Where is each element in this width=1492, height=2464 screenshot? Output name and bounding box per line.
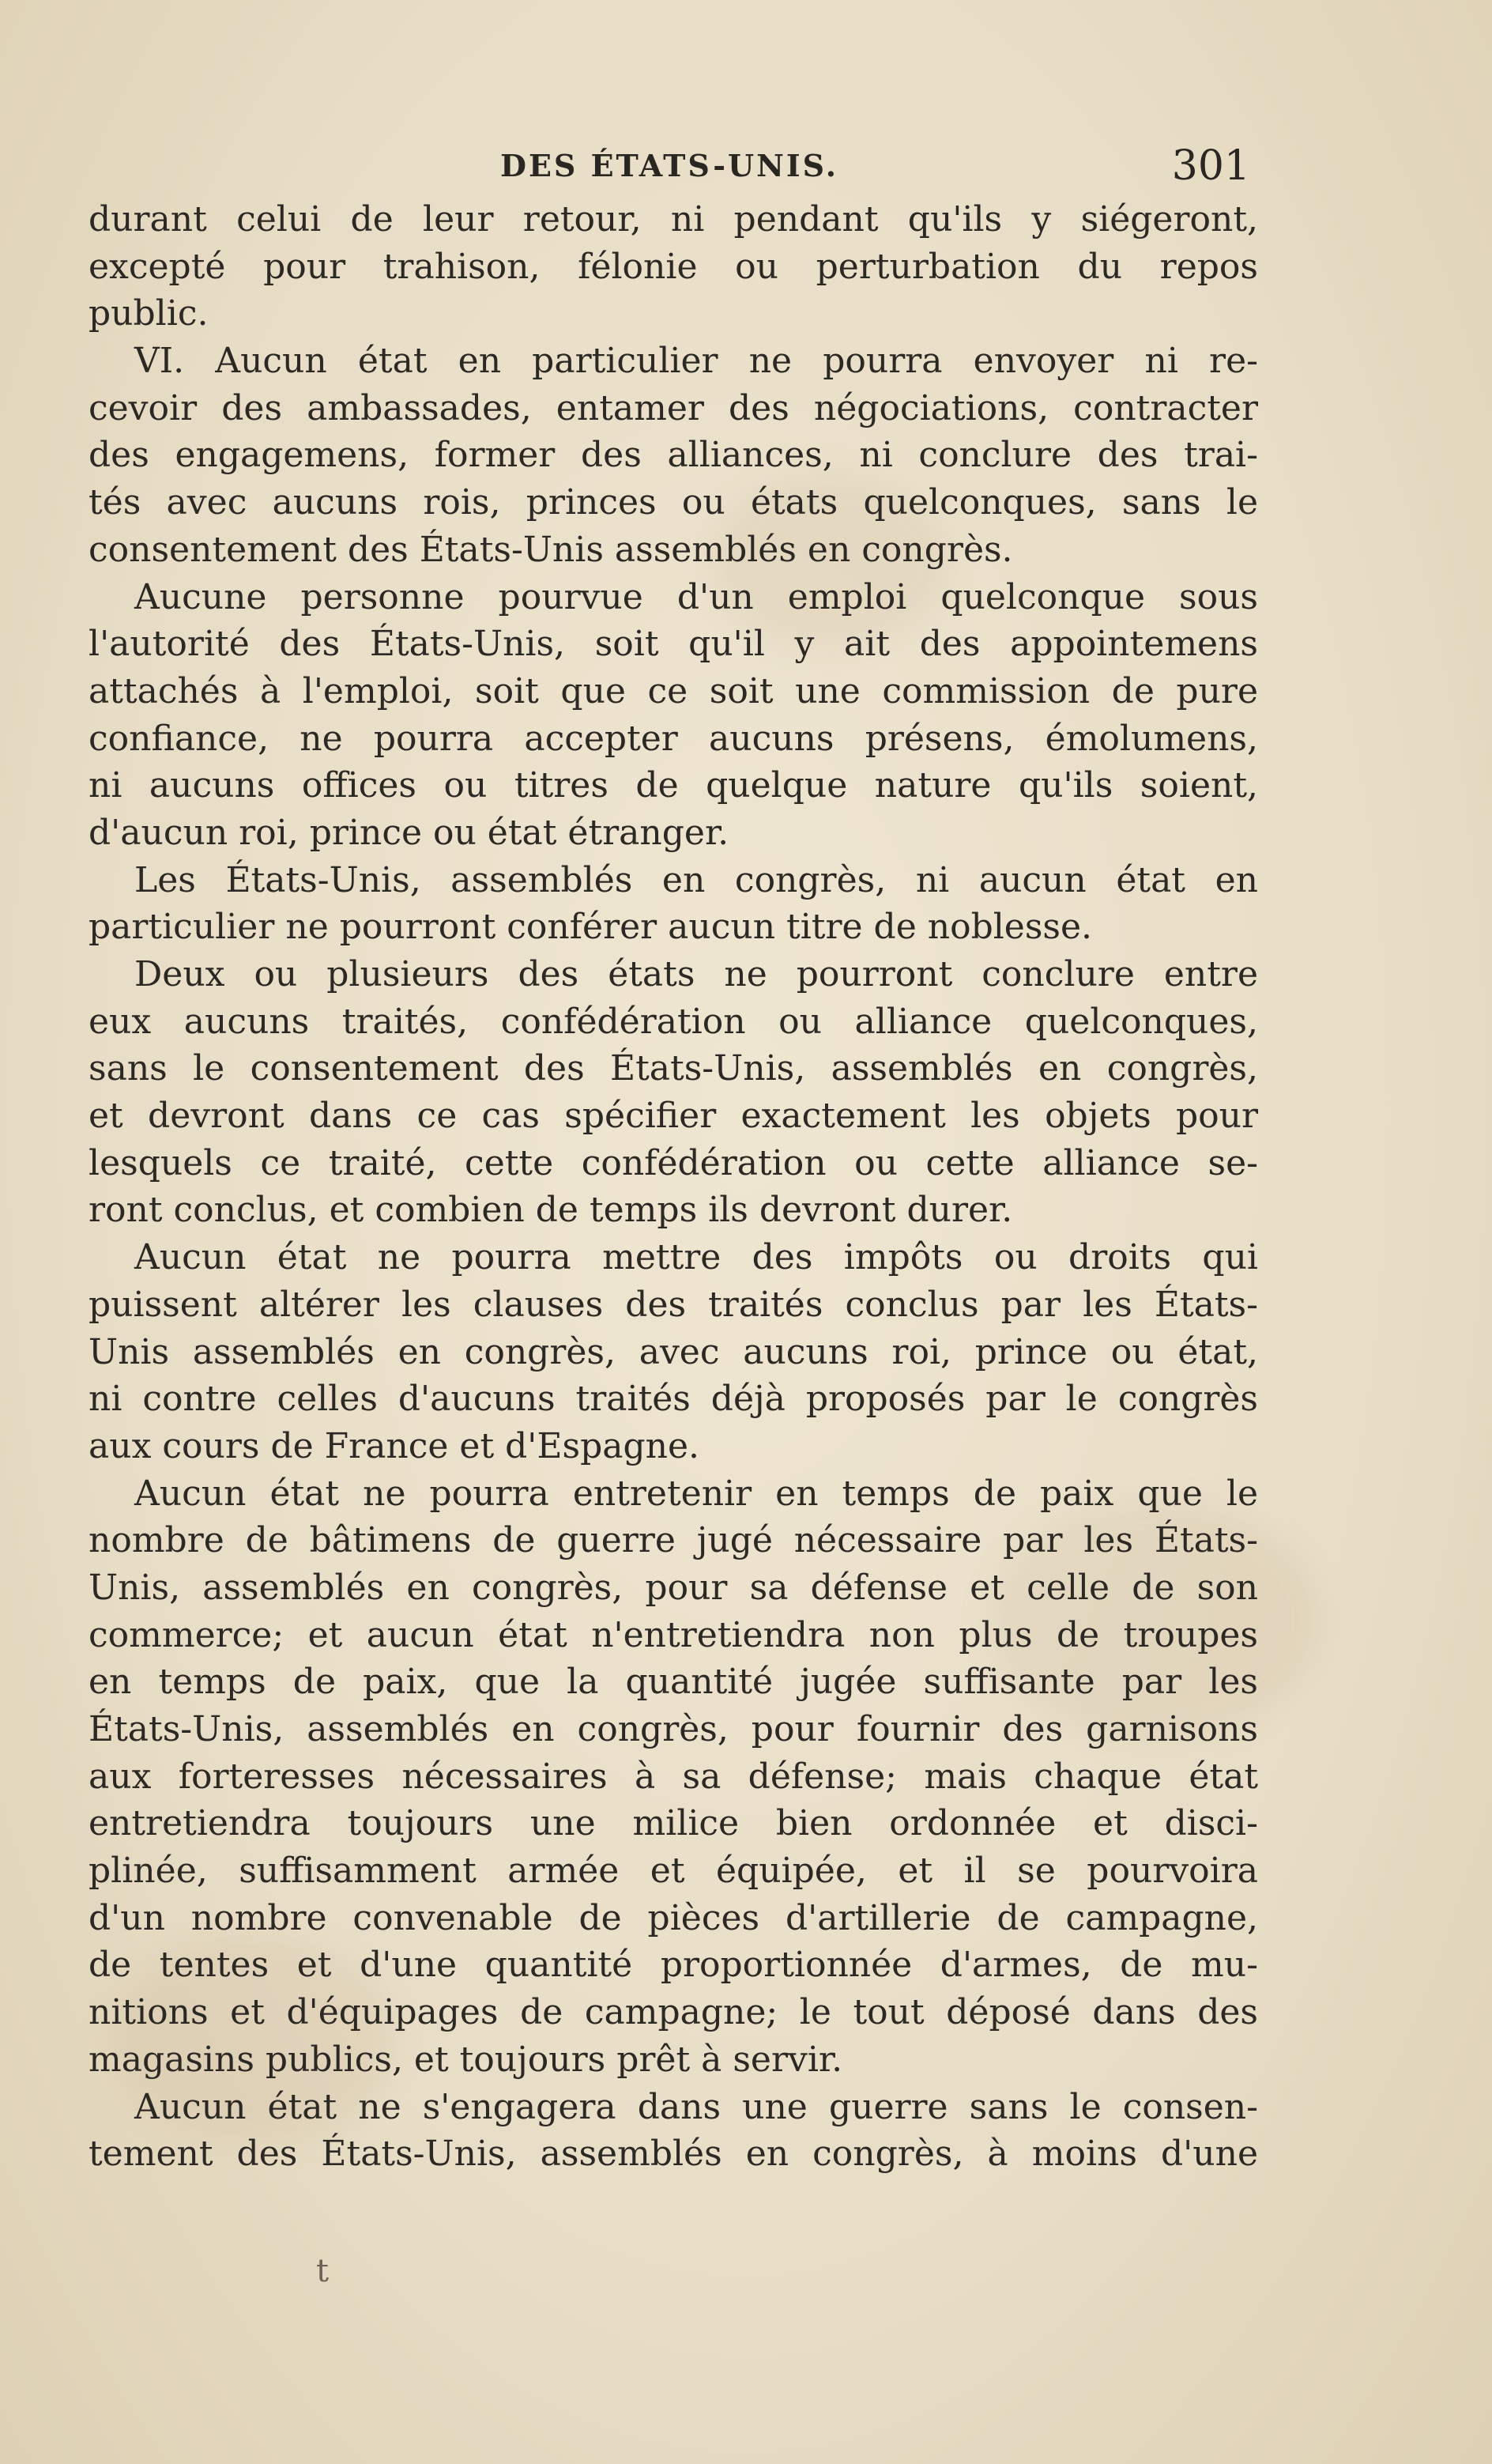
text-line: ront conclus, et combien de temps ils devront durer. <box>89 1190 1013 1231</box>
text-line: cevoir des ambassades, entamer des négociations, contracter <box>89 387 1258 428</box>
text-line: Unis, assemblés en congrès, pour sa défense et celle de son <box>89 1567 1258 1608</box>
text-line: ni contre celles d'aucuns traités déjà proposés par le congrès <box>89 1379 1258 1420</box>
text-line: particulier ne pourront conférer aucun titre de noblesse. <box>89 907 1093 948</box>
text-line: Aucun état ne pourra entretenir en temps de paix que le <box>134 1473 1258 1514</box>
text-line: Les États-Unis, assemblés en congrès, ni aucun état en <box>134 859 1258 900</box>
text-line: des engagemens, former des alliances, ni conclure des trai- <box>89 435 1258 476</box>
body-text <box>89 196 1258 2178</box>
text-line: Aucun état ne s'engagera dans une guerre sans le consen- <box>134 2086 1258 2127</box>
text-line: Deux ou plusieurs des états ne pourront conclure entre <box>134 954 1258 994</box>
page-number: 301 <box>1171 142 1250 190</box>
text-line: aux forteresses nécessaires à sa défense; mais chaque état <box>89 1756 1258 1797</box>
text-line: États-Unis, assemblés en congrès, pour fournir des garnisons <box>89 1709 1258 1749</box>
text-line: VI. Aucun état en particulier ne pourra envoyer ni re- <box>134 341 1258 382</box>
text-line: sans le consentement des États-Unis, assemblés en congrès, <box>89 1048 1258 1089</box>
text-line: attachés à l'emploi, soit que ce soit une commission de pure <box>89 670 1258 711</box>
text-line: ni aucuns offices ou titres de quelque nature qu'ils soient, <box>89 765 1258 806</box>
text-line: nombre de bâtimens de guerre jugé nécessaire par les États- <box>89 1520 1258 1561</box>
stray-mark: t <box>316 2253 330 2289</box>
text-line: de tentes et d'une quantité proportionnée d'armes, de mu- <box>89 1945 1258 1986</box>
text-line: et devront dans ce cas spécifier exactement les objets pour <box>89 1096 1258 1137</box>
text-line: Aucun état ne pourra mettre des impôts ou droits qui <box>134 1237 1258 1278</box>
text-line: tement des États-Unis, assemblés en congrès, à moins d'une <box>89 2134 1258 2175</box>
page-header <box>89 138 1250 194</box>
text-line: tés avec aucuns rois, princes ou états quelconques, sans le <box>89 482 1258 523</box>
text-line: en temps de paix, que la quantité jugée suffisante par les <box>89 1662 1258 1703</box>
text-line: puissent altérer les clauses des traités conclus par les États- <box>89 1284 1258 1325</box>
text-line: d'un nombre convenable de pièces d'artillerie de campagne, <box>89 1897 1258 1938</box>
text-line: magasins publics, et toujours prêt à servir. <box>89 2039 843 2080</box>
text-line: nitions et d'équipages de campagne; le tout déposé dans des <box>89 1992 1258 2033</box>
text-line: d'aucun roi, prince ou état étranger. <box>89 812 729 853</box>
text-line: lesquels ce traité, cette confédération ou cette alliance se- <box>89 1142 1258 1183</box>
text-line: aux cours de France et d'Espagne. <box>89 1425 700 1466</box>
text-line: commerce; et aucun état n'entretiendra non plus de troupes <box>89 1614 1258 1655</box>
text-line: consentement des États-Unis assemblés en congrès. <box>89 529 1013 570</box>
text-line: plinée, suffisamment armée et équipée, et il se pourvoira <box>89 1851 1258 1892</box>
text-line: Unis assemblés en congrès, avec aucuns roi, prince ou état, <box>89 1331 1258 1372</box>
text-line: entretiendra toujours une milice bien ordonnée et disci- <box>89 1803 1258 1844</box>
text-line: confiance, ne pourra accepter aucuns présens, émolumens, <box>89 718 1258 759</box>
text-line: Aucune personne pourvue d'un emploi quelconque sous <box>134 576 1258 617</box>
running-head: DES ÉTATS-UNIS. <box>499 148 838 183</box>
text-line: excepté pour trahison, félonie ou perturbation du repos <box>89 246 1258 287</box>
text-line: eux aucuns traités, confédération ou alliance quelconques, <box>89 1001 1258 1042</box>
text-line: durant celui de leur retour, ni pendant qu'ils y siégeront, <box>89 199 1258 240</box>
text-line: public. <box>89 293 209 334</box>
text-line: l'autorité des États-Unis, soit qu'il y ait des appointemens <box>89 624 1258 665</box>
